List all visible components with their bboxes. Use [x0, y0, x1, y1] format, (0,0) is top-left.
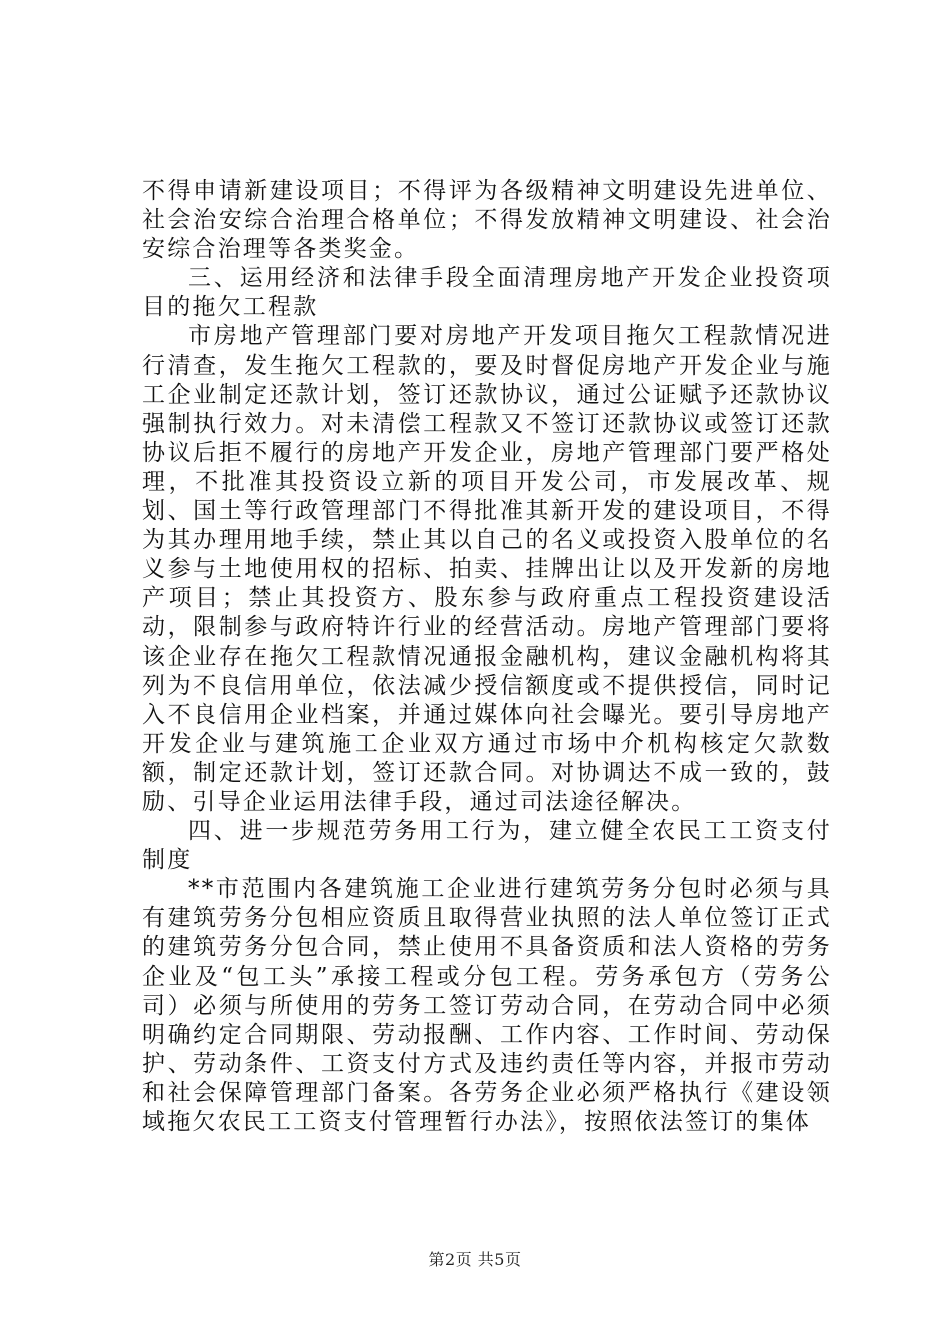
body-text	[142, 177, 832, 1137]
paragraph-1: 不得申请新建设项目；不得评为各级精神文明建设先进单位、社会治安综合治理合格单位；不得发放精神文明建设、社会治安综合治理等各类奖金。	[142, 178, 832, 263]
section-heading-3: 三、运用经济和法律手段全面清理房地产开发企业投资项目的拖欠工程款	[142, 265, 832, 321]
page-footer: 第2页 共5页	[428, 1250, 522, 1269]
section-heading-4: 四、进一步规范劳务用工行为，建立健全农民工工资支付制度	[142, 818, 832, 874]
paragraph-3: **市范围内各建筑施工企业进行建筑劳务分包时必须与具有建筑劳务分包相应资质且取得营业执照的法人单位签订正式的建筑劳务分包合同，禁止使用不具备资质和法人资格的劳务企业及“包工头”承接工程或分包工程。劳务承包方（劳务公司）必须与所使用的劳务工签订劳动合同，在劳动合同中必须明确约定合同期限、劳动报酬、工作内容、工作时间、劳动保护、劳动条件、工资支付方式及违约责任等内容，并报市劳动和社会保障管理部门备案。各劳务企业必须严格执行《建设领域拖欠农民工工资支付管理暂行办法》，按照依法签订的集体	[142, 876, 832, 1135]
paragraph-2: 市房地产管理部门要对房地产开发项目拖欠工程款情况进行清查，发生拖欠工程款的，要及时督促房地产开发企业与施工企业制定还款计划，签订还款协议，通过公证赋予还款协议强制执行效力。对未清偿工程款又不签订还款协议或签订还款协议后拒不履行的房地产开发企业，房地产管理部门要严格处理，不批准其投资设立新的项目开发公司，市发展改革、规划、国土等行政管理部门不得批准其新开发的建设项目，不得为其办理用地手续，禁止其以自己的名义或投资入股单位的名义参与土地使用权的招标、拍卖、挂牌出让以及开发新的房地产项目；禁止其投资方、股东参与政府重点工程投资建设活动，限制参与政府特许行业的经营活动。房地产管理部门要将该企业存在拖欠工程款情况通报金融机构，建议金融机构将其列为不良信用单位，依法减少授信额度或不提供授信，同时记入不良信用企业档案，并通过媒体向社会曝光。要引导房地产开发企业与建筑施工企业双方通过市场中介机构核定欠款数额，制定还款计划，签订还款合同。对协调达不成一致的，鼓励、引导企业运用法律手段，通过司法途径解决。	[142, 323, 832, 815]
